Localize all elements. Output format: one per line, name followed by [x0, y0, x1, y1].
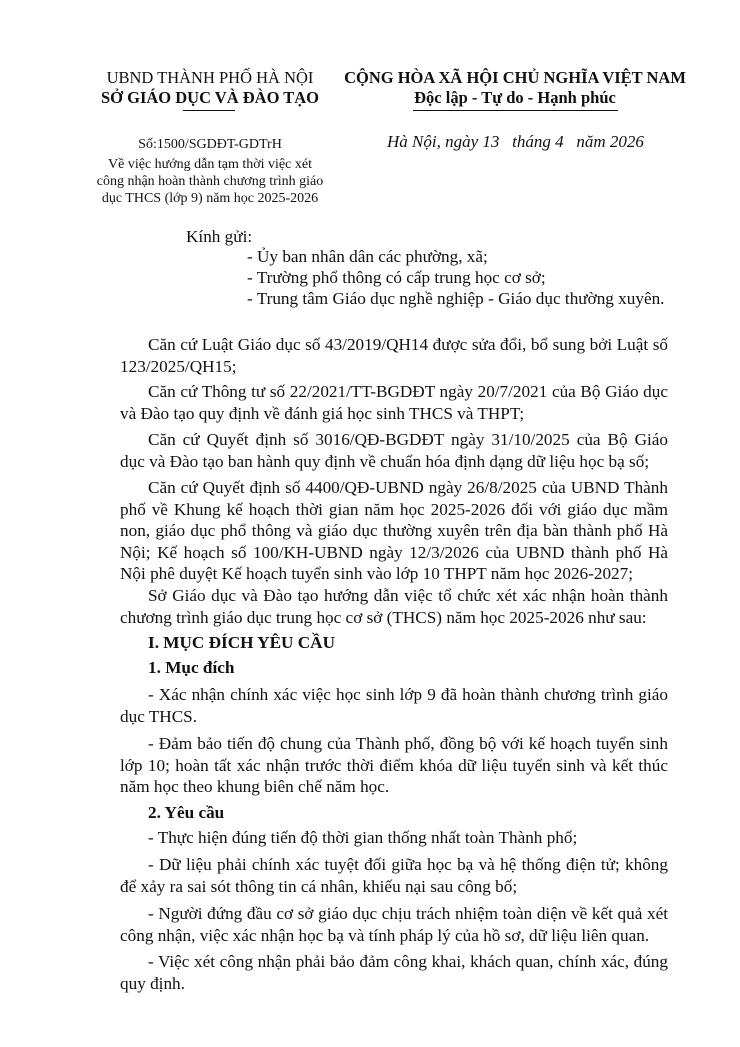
purpose-item: - Đảm bảo tiến độ chung của Thành phố, đồng bộ với kế hoạch tuyển sinh lớp 10; hoàn tất xác nhận trước thời điểm khóa dữ liệu tuyển sinh và kết thúc năm học theo khung biên chế năm học.	[120, 734, 668, 796]
recipient-item: - Trung tâm Giáo dục nghề nghiệp - Giáo dục thường xuyên.	[247, 289, 665, 308]
issuer-underline	[183, 110, 235, 111]
subsection-title: 2. Yêu cầu	[148, 803, 225, 822]
legal-basis: Căn cứ Quyết định số 4400/QĐ-UBND ngày 26/8/2025 của UBND Thành phố về Khung kế hoạch thời gian năm học 2025-2026 đối với giáo dục mầm non, giáo dục phổ thông và giáo dục thường xuyên trên địa bàn thành phố Hà Nội; Kế hoạch số 100/KH-UBND ngày 12/3/2026 của UBND thành phố Hà Nội phê duyệt Kế hoạch tuyển sinh vào lớp 10 THPT năm học 2026-2027;	[120, 478, 668, 583]
issuer-parent: UBND THÀNH PHỐ HÀ NỘI	[106, 68, 314, 87]
section-title: I. MỤC ĐÍCH YÊU CẦU	[148, 633, 335, 652]
subject-line-1: Về việc hướng dẫn tạm thời việc xét	[108, 157, 312, 172]
requirement-item: - Việc xét công nhận phải bảo đảm công khai, khách quan, chính xác, đúng quy định.	[120, 952, 668, 993]
issue-date: Hà Nội, ngày 13 tháng 4 năm 2026	[387, 132, 644, 151]
subject-line-3: dục THCS (lớp 9) năm học 2025-2026	[101, 191, 319, 206]
document-number: Số:1500/SGDĐT-GDTrH	[138, 137, 282, 152]
recipient-item: - Trường phổ thông có cấp trung học cơ sở;	[247, 268, 546, 287]
requirement-item: - Dữ liệu phải chính xác tuyệt đối giữa học bạ và hệ thống điện tử; không để xảy ra sai sót thông tin cá nhân, khiếu nại sau công bố;	[120, 855, 668, 896]
requirement-item: - Thực hiện đúng tiến độ thời gian thống nhất toàn Thành phố;	[148, 828, 578, 847]
subject-line-2: công nhận hoàn thành chương trình giáo	[96, 174, 324, 189]
legal-basis: Căn cứ Quyết định số 3016/QĐ-BGDĐT ngày 31/10/2025 của Bộ Giáo dục và Đào tạo ban hành quy định về chuẩn hóa định dạng dữ liệu học bạ số;	[120, 430, 668, 471]
intro-paragraph: Sở Giáo dục và Đào tạo hướng dẫn việc tổ chức xét xác nhận hoàn thành chương trình giáo dục trung học cơ sở (THCS) năm học 2025-2026 như sau:	[120, 586, 668, 627]
legal-basis: Căn cứ Luật Giáo dục số 43/2019/QH14 được sửa đổi, bổ sung bởi Luật số 123/2025/QH15;	[120, 335, 668, 376]
subsection-title: 1. Mục đích	[148, 658, 235, 677]
requirement-item: - Người đứng đầu cơ sở giáo dục chịu trách nhiệm toàn diện về kết quả xét công nhận, việc xác nhận học bạ và tính pháp lý của hồ sơ, dữ liệu liên quan.	[120, 904, 668, 945]
purpose-item: - Xác nhận chính xác việc học sinh lớp 9 đã hoàn thành chương trình giáo dục THCS.	[120, 685, 668, 726]
motto-underline	[413, 110, 618, 111]
recipients-label: Kính gửi:	[186, 227, 253, 246]
issuer-name: SỞ GIÁO DỤC VÀ ĐÀO TẠO	[100, 88, 320, 107]
legal-basis: Căn cứ Thông tư số 22/2021/TT-BGDĐT ngày 20/7/2021 của Bộ Giáo dục và Đào tạo quy định về đánh giá học sinh THCS và THPT;	[120, 382, 668, 423]
recipient-item: - Ủy ban nhân dân các phường, xã;	[247, 247, 488, 266]
national-title: CỘNG HÒA XÃ HỘI CHỦ NGHĨA VIỆT NAM	[344, 68, 686, 87]
national-motto: Độc lập - Tự do - Hạnh phúc	[414, 88, 616, 107]
